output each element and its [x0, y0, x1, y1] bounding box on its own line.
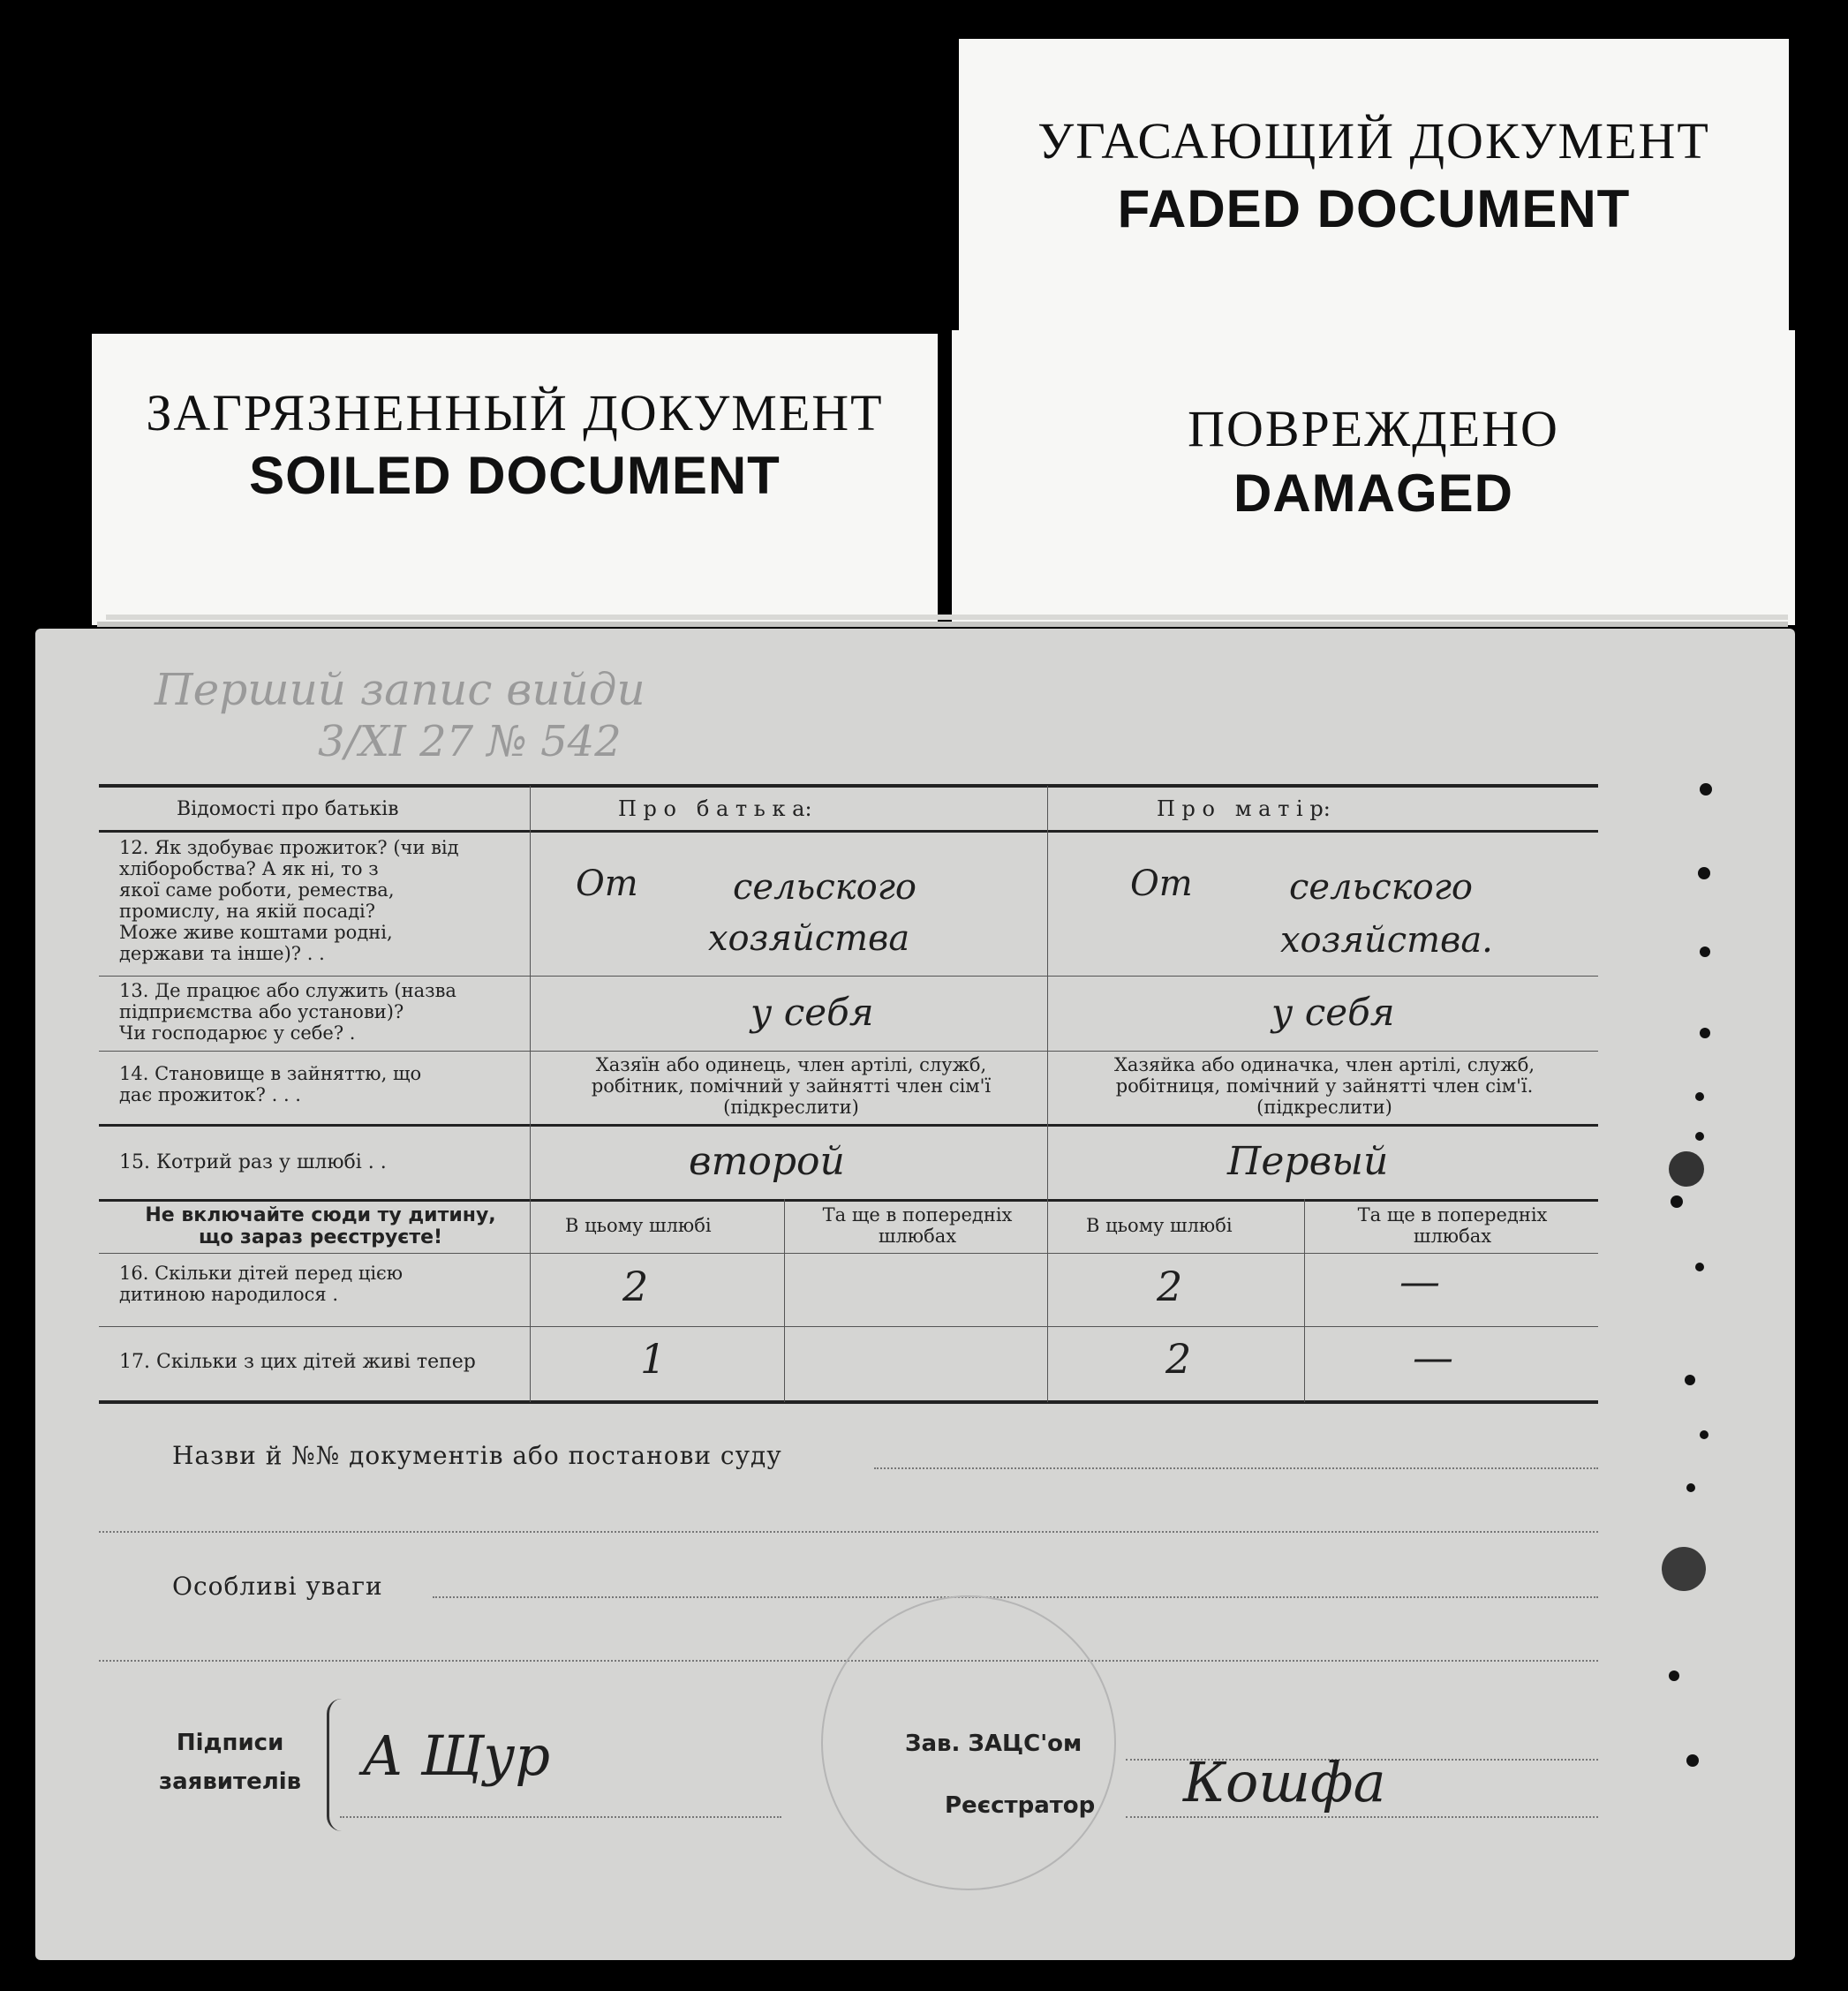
question-16: 16. Скільки дітей перед цією дитиною народилося . — [119, 1263, 404, 1305]
column-divider — [530, 786, 531, 1402]
damaged-card-ru: ПОВРЕЖДЕНО — [1188, 400, 1559, 457]
question-15: 15. Котрий раз у шлюбі . . — [119, 1151, 387, 1173]
punch-hole — [1669, 1670, 1679, 1681]
punch-hole — [1671, 1195, 1683, 1208]
registration-form-page — [35, 629, 1795, 1960]
punch-hole — [1695, 1263, 1704, 1271]
faded-card-en: FADED DOCUMENT — [1117, 179, 1631, 238]
documents-label: Назви й №№ документів або постанови суду — [172, 1441, 782, 1470]
father-q12-economy: хозяйства — [708, 918, 910, 959]
soiled-card-ru: ЗАГРЯЗНЕННЫЙ ДОКУМЕНТ — [146, 384, 884, 441]
header-bottom-rule — [99, 830, 1598, 833]
punch-hole — [1700, 946, 1710, 957]
mother-q12-economy: хозяйства. — [1280, 920, 1493, 961]
damaged-document-card — [952, 330, 1795, 625]
mother-q13: у себя — [1271, 991, 1395, 1034]
father-q15: второй — [689, 1139, 845, 1184]
father-q12-from: От — [576, 864, 638, 904]
soiled-card-en: SOILED DOCUMENT — [249, 446, 781, 505]
mother-q14-options: Хазяйка або одиначка, член артілі, служб, робітниця, помічний у зайнятті член сім'ї. (підкреслити) — [1113, 1054, 1535, 1118]
warning-exclude-child: Не включайте сюди ту дитину, що зараз реєструєте! — [145, 1204, 496, 1248]
applicant-signature-line — [340, 1816, 781, 1818]
punch-hole — [1685, 1375, 1695, 1385]
punch-hole — [1662, 1547, 1706, 1591]
header-about-mother: П р о м а т і р: — [1157, 796, 1331, 821]
question-14: 14. Становище в зайняттю, що дає прожиток? . . . — [119, 1063, 422, 1105]
row-divider — [99, 976, 1598, 977]
applicants-signatures-label: Підписи заявителів — [159, 1730, 302, 1795]
header-about-father: П р о б а т ь к а: — [618, 796, 812, 821]
row-divider-bold — [99, 1199, 1598, 1202]
punch-hole — [1698, 867, 1710, 879]
mother-q15: Первый — [1227, 1139, 1389, 1184]
registrar-signature: Кошфа — [1183, 1750, 1386, 1814]
q16-this-mother: 2 — [1157, 1263, 1183, 1310]
punch-hole — [1700, 783, 1712, 796]
table-bottom-rule — [99, 1400, 1598, 1404]
damaged-card-en: DAMAGED — [1233, 464, 1513, 523]
documents-line-2 — [99, 1531, 1598, 1533]
signature-brace — [327, 1699, 342, 1831]
q16-this-father: 2 — [622, 1263, 649, 1310]
column-divider — [1047, 786, 1048, 1402]
punch-hole — [1695, 1132, 1704, 1141]
subheader-previous-marriages-mother: Та ще в попередніх шлюбах — [1357, 1204, 1548, 1247]
row-divider — [99, 1253, 1598, 1254]
table-top-rule — [99, 784, 1598, 788]
subheader-this-marriage-father: В цьому шлюбі — [565, 1215, 712, 1236]
question-17: 17. Скільки з цих дітей живі тепер — [119, 1351, 476, 1373]
special-notes-label: Особливі уваги — [172, 1572, 383, 1601]
question-13: 13. Де працює або служить (назва підприємства або установи)? Чи господарює у себе? . — [119, 980, 456, 1044]
column-divider — [1304, 1199, 1305, 1402]
top-note-line1: Перший запис вийди — [155, 664, 645, 715]
registrar-label: Реєстратор — [945, 1792, 1096, 1819]
column-divider — [784, 1199, 785, 1402]
row-divider — [99, 1051, 1598, 1052]
punch-hole — [1695, 1092, 1704, 1101]
row-divider — [99, 1326, 1598, 1327]
faded-document-card — [959, 39, 1789, 339]
special-notes-line — [433, 1596, 1598, 1598]
subheader-this-marriage-mother: В цьому шлюбі — [1086, 1215, 1233, 1236]
subheader-previous-marriages-father: Та ще в попередніх шлюбах — [822, 1204, 1013, 1247]
page-stack-edge — [97, 622, 1788, 627]
father-q13: у себя — [751, 991, 874, 1034]
q16-prev-mother: — — [1399, 1257, 1440, 1305]
punch-hole — [1686, 1754, 1699, 1767]
punch-hole — [1700, 1430, 1708, 1439]
soiled-document-card — [92, 334, 938, 625]
punch-hole — [1669, 1151, 1704, 1187]
page-stack-edge — [106, 615, 1788, 620]
q17-this-father: 1 — [640, 1335, 667, 1383]
mother-q12-rural: сельского — [1289, 867, 1473, 908]
punch-hole — [1686, 1483, 1695, 1492]
registrar-line — [1126, 1816, 1598, 1818]
q17-this-mother: 2 — [1165, 1335, 1192, 1383]
header-parents-info: Відомості про батьків — [177, 798, 399, 820]
father-q14-options: Хазяїн або одинець, член артілі, служб, робітник, помічний у зайнятті член сім'ї (підкреслити) — [591, 1054, 992, 1118]
registry-head-label: Зав. ЗАЦС'ом — [905, 1731, 1082, 1757]
top-note-line2: 3/ХІ 27 № 542 — [318, 717, 622, 766]
documents-line — [874, 1467, 1598, 1469]
punch-hole — [1700, 1028, 1710, 1038]
mother-q12-from: От — [1130, 864, 1193, 904]
father-q12-rural: сельского — [733, 867, 916, 908]
q17-prev-mother: — — [1413, 1333, 1453, 1381]
row-divider-bold — [99, 1124, 1598, 1127]
question-12: 12. Як здобуває прожиток? (чи від хліборобства? А як ні, то з якої саме роботи, ремества, промислу, на якій посаді? Може живе коштами родні, держави та інше)? . . — [119, 837, 459, 964]
applicant-signature: А Щур — [362, 1723, 551, 1788]
faded-card-ru: УГАСАЮЩИЙ ДОКУМЕНТ — [1037, 112, 1710, 170]
